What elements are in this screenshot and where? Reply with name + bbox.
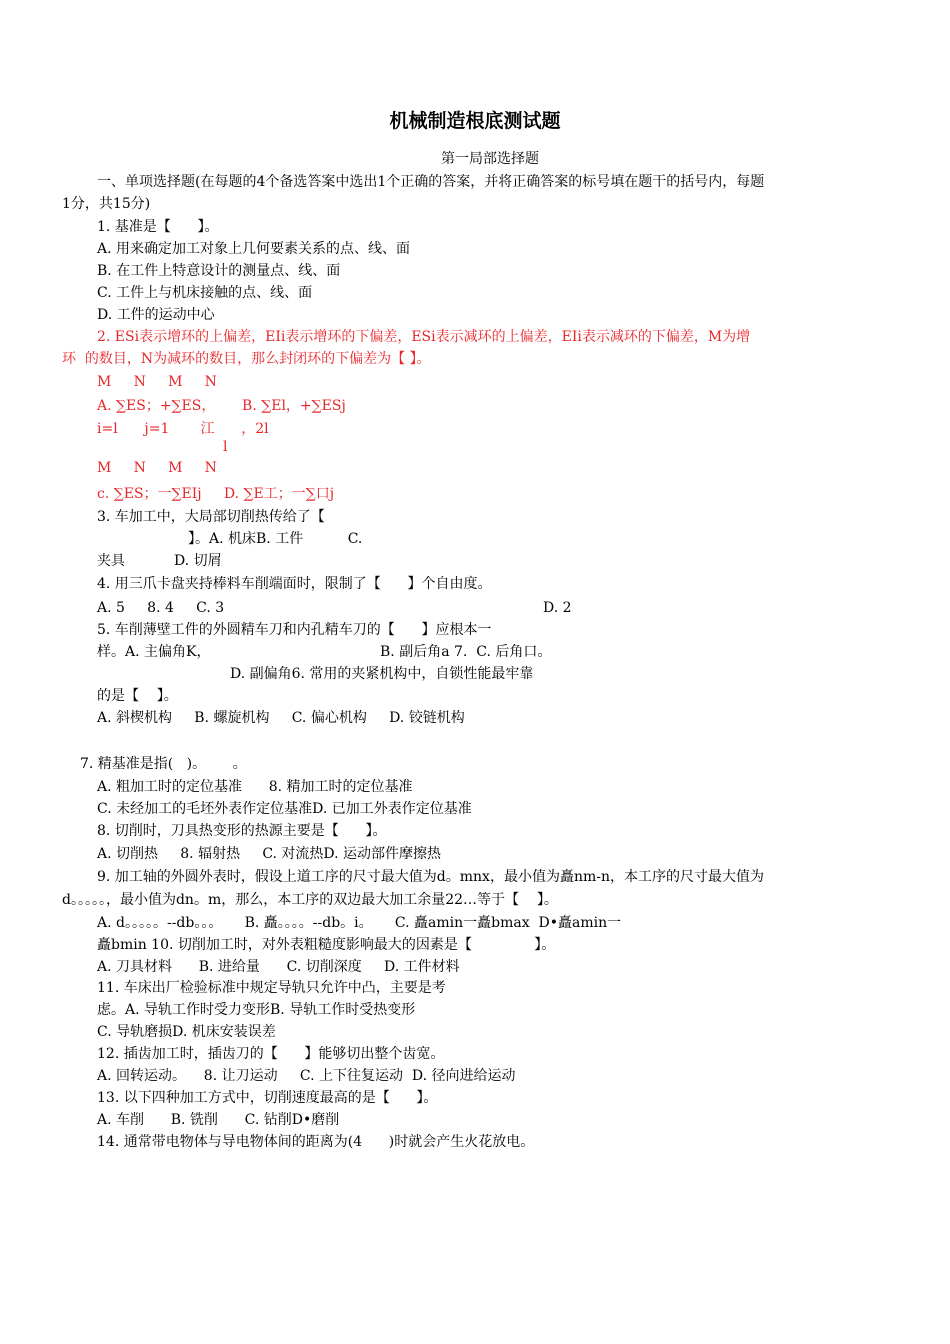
q1-option-b: B. 在工件上特意设计的测量点、线、面 [97,263,341,279]
q11-stem: 11. 车床出厂检验标准中规定导轨只允许中凸，主要是考 [97,980,446,996]
q11-options-cd: C. 导轨磨损D. 机床安装误差 [97,1024,276,1040]
q14-stem: 14. 通常带电物体与导电物体间的距离为(4 )时就会产生火花放电。 [97,1134,535,1150]
q6-options: A. 斜楔机构 B. 螺旋机构 C. 偏心机构 D. 铰链机构 [97,710,465,726]
q1-option-c: C. 工件上与机床接触的点、线、面 [97,285,313,301]
q2-formula-subscripts: i=l j=1 江 ，2l [97,421,269,437]
q1-option-d: D. 工件的运动中心 [97,307,215,323]
q5-option-a: 样。A. 主偏角K， [97,644,211,660]
q13-options: A. 车削 B. 铣削 C. 钻削D•磨削 [97,1112,340,1128]
q3-options-line-1: 】。A. 机床B. 工件 C. [188,531,363,547]
q9-stem-line-1: 9. 加工轴的外圆外表时，假设上道工序的尺寸最大值为d。mnx，最小值为矗nm-n，本工序的尺寸最大值为 [97,869,764,885]
q10-options: A. 刀具材料 B. 进给量 C. 切削深度 D. 工件材料 [97,959,460,975]
q2-stem-line-2: 环 的数目，N为减环的数目，那么封闭环的下偏差为【 】。 [62,351,431,367]
q2-formula-superscripts-2: M N M N [97,460,217,476]
page-title: 机械制造根底测试题 [389,110,561,132]
q4-stem: 4. 用三爪卡盘夹持棒料车削端面时，限制了【 】个自由度。 [97,576,492,592]
q9-stem-line-2: d。。。。。，最小值为dn。m，那么，本工序的双边最大加工余量22…等于【 】。 [62,892,558,908]
q2-options-ab: A. ∑ES；+∑ES， B. ∑El，+∑ESj [97,398,346,414]
q7-stem: 7. 精基准是指( )。 。 [80,756,247,772]
q7-options-ab: A. 粗加工时的定位基准 8. 精加工时的定位基准 [97,779,413,795]
q5-stem: 5. 车削薄壁工件的外圆精车刀和内孔精车刀的【 】应根本一 [97,622,492,638]
q5-option-d-q6-stem: D. 副偏角6. 常用的夹紧机构中，自锁性能最牢靠 [230,666,534,682]
q1-stem: 1. 基准是【 】。 [97,219,219,235]
q7-options-cd: C. 未经加工的毛坯外表作定位基准D. 已加工外表作定位基准 [97,801,472,817]
section-subtitle: 第一局部选择题 [441,151,539,167]
q4-options-abc: A. 5 8. 4 C. 3 [97,600,225,616]
q9-option-d-q10-stem: 矗bmin 10. 切削加工时，对外表粗糙度影响最大的因素是【 】。 [97,937,556,953]
q4-option-d: D. 2 [543,600,572,616]
q13-stem: 13. 以下四种加工方式中，切削速度最高的是【 】。 [97,1090,438,1106]
q8-stem: 8. 切削时，刀具热变形的热源主要是【 】。 [97,823,387,839]
q3-options-line-2: 夹具 D. 切屑 [97,553,222,569]
q6-stem-end: 的是【 】。 [97,688,178,704]
instructions-line-1: 一、单项选择题(在每题的4个备选答案中选出1个正确的答案，并将正确答案的标号填在题干的括号内，每题 [97,174,765,190]
q1-option-a: A. 用来确定加工对象上几何要素关系的点、线、面 [97,241,411,257]
q11-options-ab: 虑。A. 导轨工作时受力变形B. 导轨工作时受热变形 [97,1002,416,1018]
q2-stem-line-1: 2. ESi表示增环的上偏差，EIi表示增环的下偏差，ESi表示减环的上偏差，EIi表示减环的下偏差，M为增 [97,329,751,345]
q2-options-cd: c. ∑ES；一∑EIj D. ∑E工；一∑口j [97,486,335,502]
q12-options: A. 回转运动。 8. 让刀运动 C. 上下往复运动 D. 径向进给运动 [97,1068,516,1084]
q5-options-bc: B. 副后角a 7. C. 后角口。 [380,644,552,660]
q9-options: A. d。。。。。--db。。。 B. 矗。。。。--db。i。 C. 矗amin一矗bmax D•矗amin一 [97,915,622,931]
q8-options: A. 切削热 8. 辐射热 C. 对流热D. 运动部件摩擦热 [97,846,442,862]
q2-formula-subscript-extra: l [223,439,228,455]
q2-formula-superscripts: M N M N [97,374,217,390]
q12-stem: 12. 插齿加工时，插齿刀的【 】能够切出整个齿宽。 [97,1046,445,1062]
q3-stem: 3. 车加工中，大局部切削热传给了【 [97,509,325,525]
instructions-line-2: 1分，共15分) [62,196,151,212]
